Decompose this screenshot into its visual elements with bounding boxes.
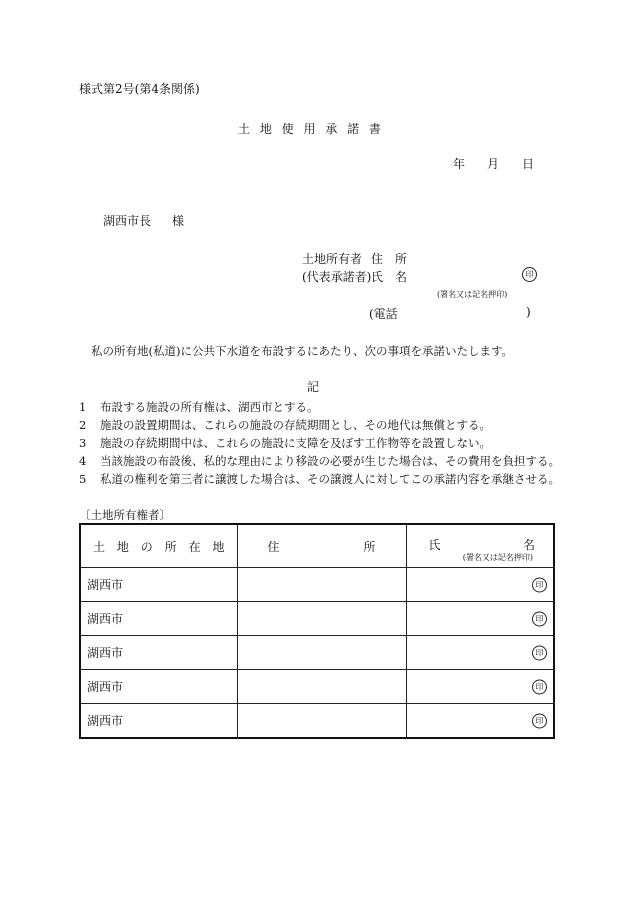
owner-seal-note: (署名又は記名押印) [437, 290, 508, 299]
cell-address [237, 636, 406, 670]
addressee-name: 湖西市長 [103, 214, 152, 228]
table-row [80, 670, 554, 704]
cell-address [237, 704, 406, 739]
item-number: 5 [79, 472, 87, 486]
cell-location: 湖西市 [80, 636, 237, 670]
table-row [80, 704, 554, 739]
header-name-note: (署名又は記名押印) [462, 553, 533, 562]
table-row [80, 636, 554, 670]
item-number: 4 [79, 454, 87, 468]
owner-name-label: 氏 名 [371, 270, 408, 284]
table-row [80, 602, 554, 636]
list-item [79, 417, 491, 433]
item-number: 2 [79, 418, 87, 432]
form-number: 様式第2号(第4条関係) [79, 82, 200, 96]
seal-icon: 印 [532, 679, 547, 694]
document-title: 土 地 使 用 承 諾 書 [238, 122, 384, 136]
item-text: 私道の権利を第三者に譲渡した場合は、その譲渡人に対してこの承諾内容を承継させる。 [99, 472, 560, 486]
owner-phone-close: ) [526, 305, 531, 319]
owner-address-label: 住 所 [371, 252, 408, 266]
item-text: 当該施設の布設後、私的な理由により移設の必要が生じた場合は、その費用を負担する。 [99, 454, 560, 468]
list-item [79, 399, 318, 415]
owner-seal-icon: 印 [522, 267, 537, 282]
addressee-honorific: 様 [172, 214, 185, 228]
date-year: 年 [453, 157, 466, 171]
date-day: 日 [522, 157, 535, 171]
table-row [80, 568, 554, 602]
landowner-table [79, 523, 555, 739]
list-item [79, 435, 491, 451]
cell-location: 湖西市 [80, 670, 237, 704]
cell-name [406, 704, 554, 739]
item-text: 施設の存続期間中は、これらの施設に支障を及ぼす工作物等を設置しない。 [99, 436, 491, 450]
item-text: 施設の設置期間は、これらの施設の存続期間とし、その地代は無償とする。 [99, 418, 491, 432]
date-month: 月 [487, 157, 500, 171]
seal-icon: 印 [532, 645, 547, 660]
seal-icon: 印 [532, 713, 547, 728]
cell-name [406, 636, 554, 670]
item-number: 3 [79, 436, 87, 450]
list-item [79, 471, 560, 487]
item-number: 1 [79, 400, 87, 414]
cell-address [237, 670, 406, 704]
table-header-row [80, 524, 554, 568]
table-caption: 〔土地所有権者〕 [79, 508, 171, 522]
seal-icon: 印 [532, 611, 547, 626]
cell-location: 湖西市 [80, 704, 237, 739]
owner-rep-label: (代表承諾者) [302, 270, 372, 284]
cell-name [406, 670, 554, 704]
item-text: 布設する施設の所有権は、湖西市とする。 [99, 400, 319, 414]
list-item [79, 453, 560, 469]
cell-name [406, 602, 554, 636]
cell-name [406, 568, 554, 602]
header-address: 住 所 [237, 524, 406, 568]
statement-text: 私の所有地(私道)に公共下水道を布設するにあたり、次の事項を承諾いたします。 [91, 344, 514, 358]
cell-address [237, 568, 406, 602]
header-name: 氏 名 (署名又は記名押印) [406, 524, 554, 568]
cell-address [237, 602, 406, 636]
cell-location: 湖西市 [80, 568, 237, 602]
seal-icon: 印 [532, 577, 547, 592]
cell-location: 湖西市 [80, 602, 237, 636]
owner-label: 土地所有者 [302, 252, 363, 266]
owner-phone-open: (電話 [369, 307, 398, 321]
ki-heading: 記 [307, 380, 320, 394]
header-location: 土 地 の 所 在 地 [80, 524, 237, 568]
